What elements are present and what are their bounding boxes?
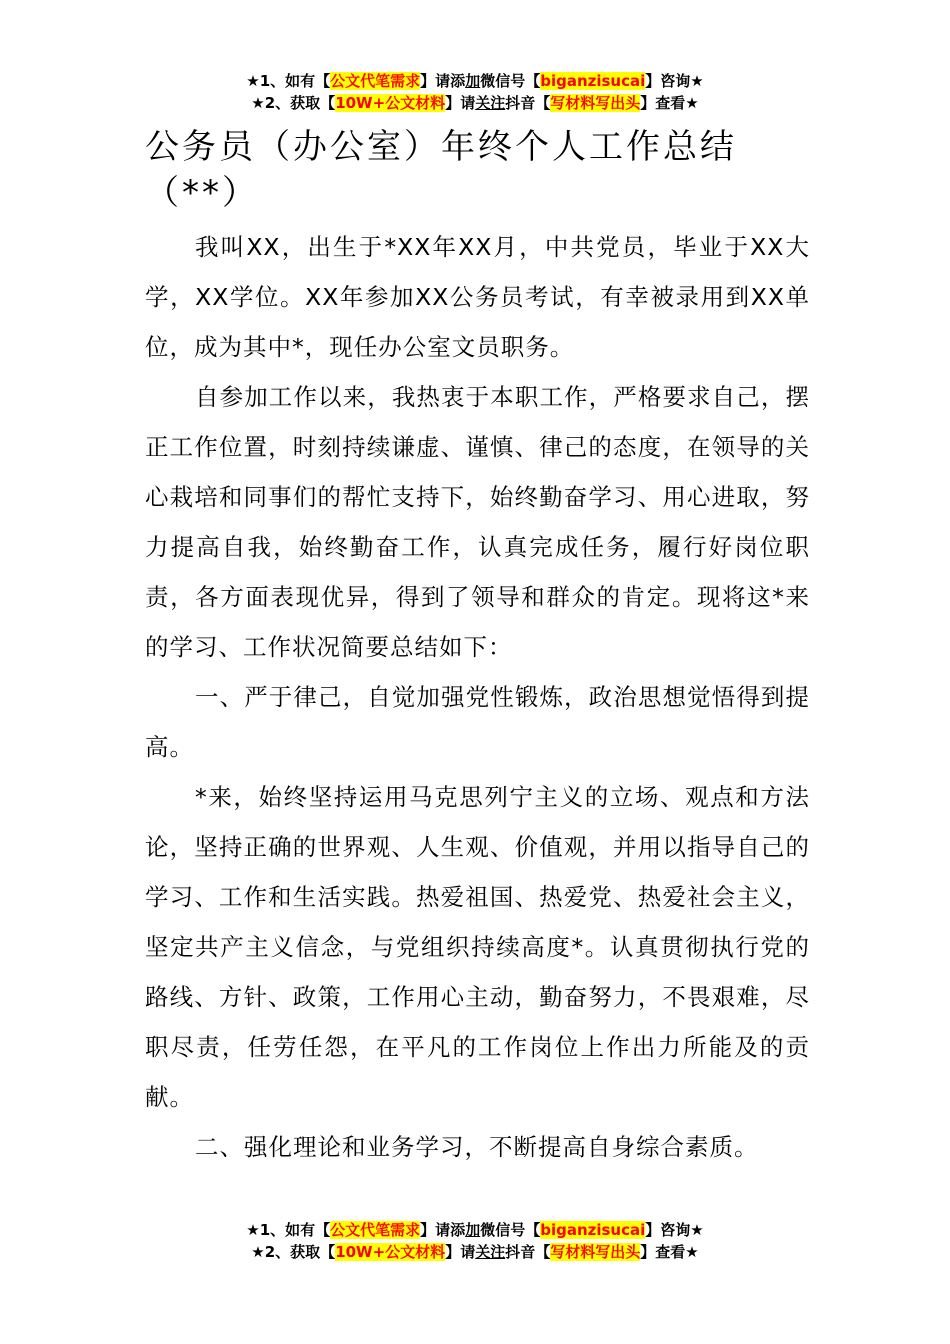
douyin-id-highlight: 写材料写出头 — [550, 94, 641, 112]
section-heading-1: 一、严于律己，自觉加强党性锻炼，政治思想觉悟得到提高。 — [145, 683, 810, 761]
promo-text: 】咨询★ — [645, 1221, 704, 1239]
promo-text: ★2、获取【 — [251, 1243, 336, 1261]
promo-text: 微信号【 — [480, 72, 541, 90]
promo-highlight: 公文代笔需求 — [330, 1221, 421, 1239]
promo-text: 】请添 — [420, 72, 466, 90]
promo-underlined-text: 关注 — [475, 1243, 506, 1261]
promo-line-2 — [0, 1241, 950, 1263]
promo-text: ★1、如有【 — [246, 1221, 331, 1239]
promo-highlight: 10W+公文材料 — [335, 1243, 446, 1261]
document-title: 公务员（办公室）年终个人工作总结（**） — [145, 127, 737, 213]
promo-underlined-text: 加 — [465, 1221, 481, 1239]
promo-text: 】查看★ — [640, 94, 699, 112]
douyin-id-highlight: 写材料写出头 — [550, 1243, 641, 1261]
promo-banner-bottom — [0, 1219, 950, 1263]
promo-highlight: 公文代笔需求 — [330, 72, 421, 90]
wechat-id-highlight: biganzisucai — [540, 72, 646, 90]
promo-text: 抖音【 — [505, 94, 551, 112]
promo-line-2 — [0, 92, 950, 114]
promo-highlight: 10W+公文材料 — [335, 94, 446, 112]
promo-text: 】请 — [445, 94, 476, 112]
section-heading-2: 二、强化理论和业务学习，不断提高自身综合素质。 — [195, 1133, 759, 1161]
wechat-id-highlight: biganzisucai — [540, 1221, 646, 1239]
promo-text: 】请添 — [420, 1221, 466, 1239]
paragraph-overview: 自参加工作以来，我热衷于本职工作，严格要求自己，摆正工作位置，时刻持续谦虚、谨慎、律己的态度，在领导的关心栽培和同事们的帮忙支持下，始终勤奋学习、用心进取，努力提高自我，始终勤奋工作，认真完成任务，履行好岗位职责，各方面表现优异，得到了领导和群众的肯定。现将这*来的学习、工作状况简要总结如下： — [145, 383, 810, 661]
document-body — [145, 222, 810, 1172]
promo-underlined-text: 关注 — [475, 94, 506, 112]
promo-text: 抖音【 — [505, 1243, 551, 1261]
promo-text: 】查看★ — [640, 1243, 699, 1261]
promo-banner-top — [0, 70, 950, 114]
paragraph-section-1: *来，始终坚持运用马克思列宁主义的立场、观点和方法论，坚持正确的世界观、人生观、价值观，并用以指导自己的学习、工作和生活实践。热爱祖国、热爱党、热爱社会主义，坚定共产主义信念，与党组织持续高度*。认真贯彻执行党的路线、方针、政策，工作用心主动，勤奋努力，不畏艰难，尽职尽责，任劳任怨，在平凡的工作岗位上作出力所能及的贡献。 — [145, 783, 810, 1111]
promo-underlined-text: 加 — [465, 72, 481, 90]
promo-text: ★1、如有【 — [246, 72, 331, 90]
promo-text: 微信号【 — [480, 1221, 541, 1239]
promo-text: 】请 — [445, 1243, 476, 1261]
promo-text: 】咨询★ — [645, 72, 704, 90]
paragraph-intro: 我叫XX，出生于*XX年XX月，中共党员，毕业于XX大学，XX学位。XX年参加XX公务员考试，有幸被录用到XX单位，成为其中*，现任办公室文员职务。 — [145, 233, 810, 361]
promo-text: ★2、获取【 — [251, 94, 336, 112]
promo-line-1 — [0, 70, 950, 92]
promo-line-1 — [0, 1219, 950, 1241]
